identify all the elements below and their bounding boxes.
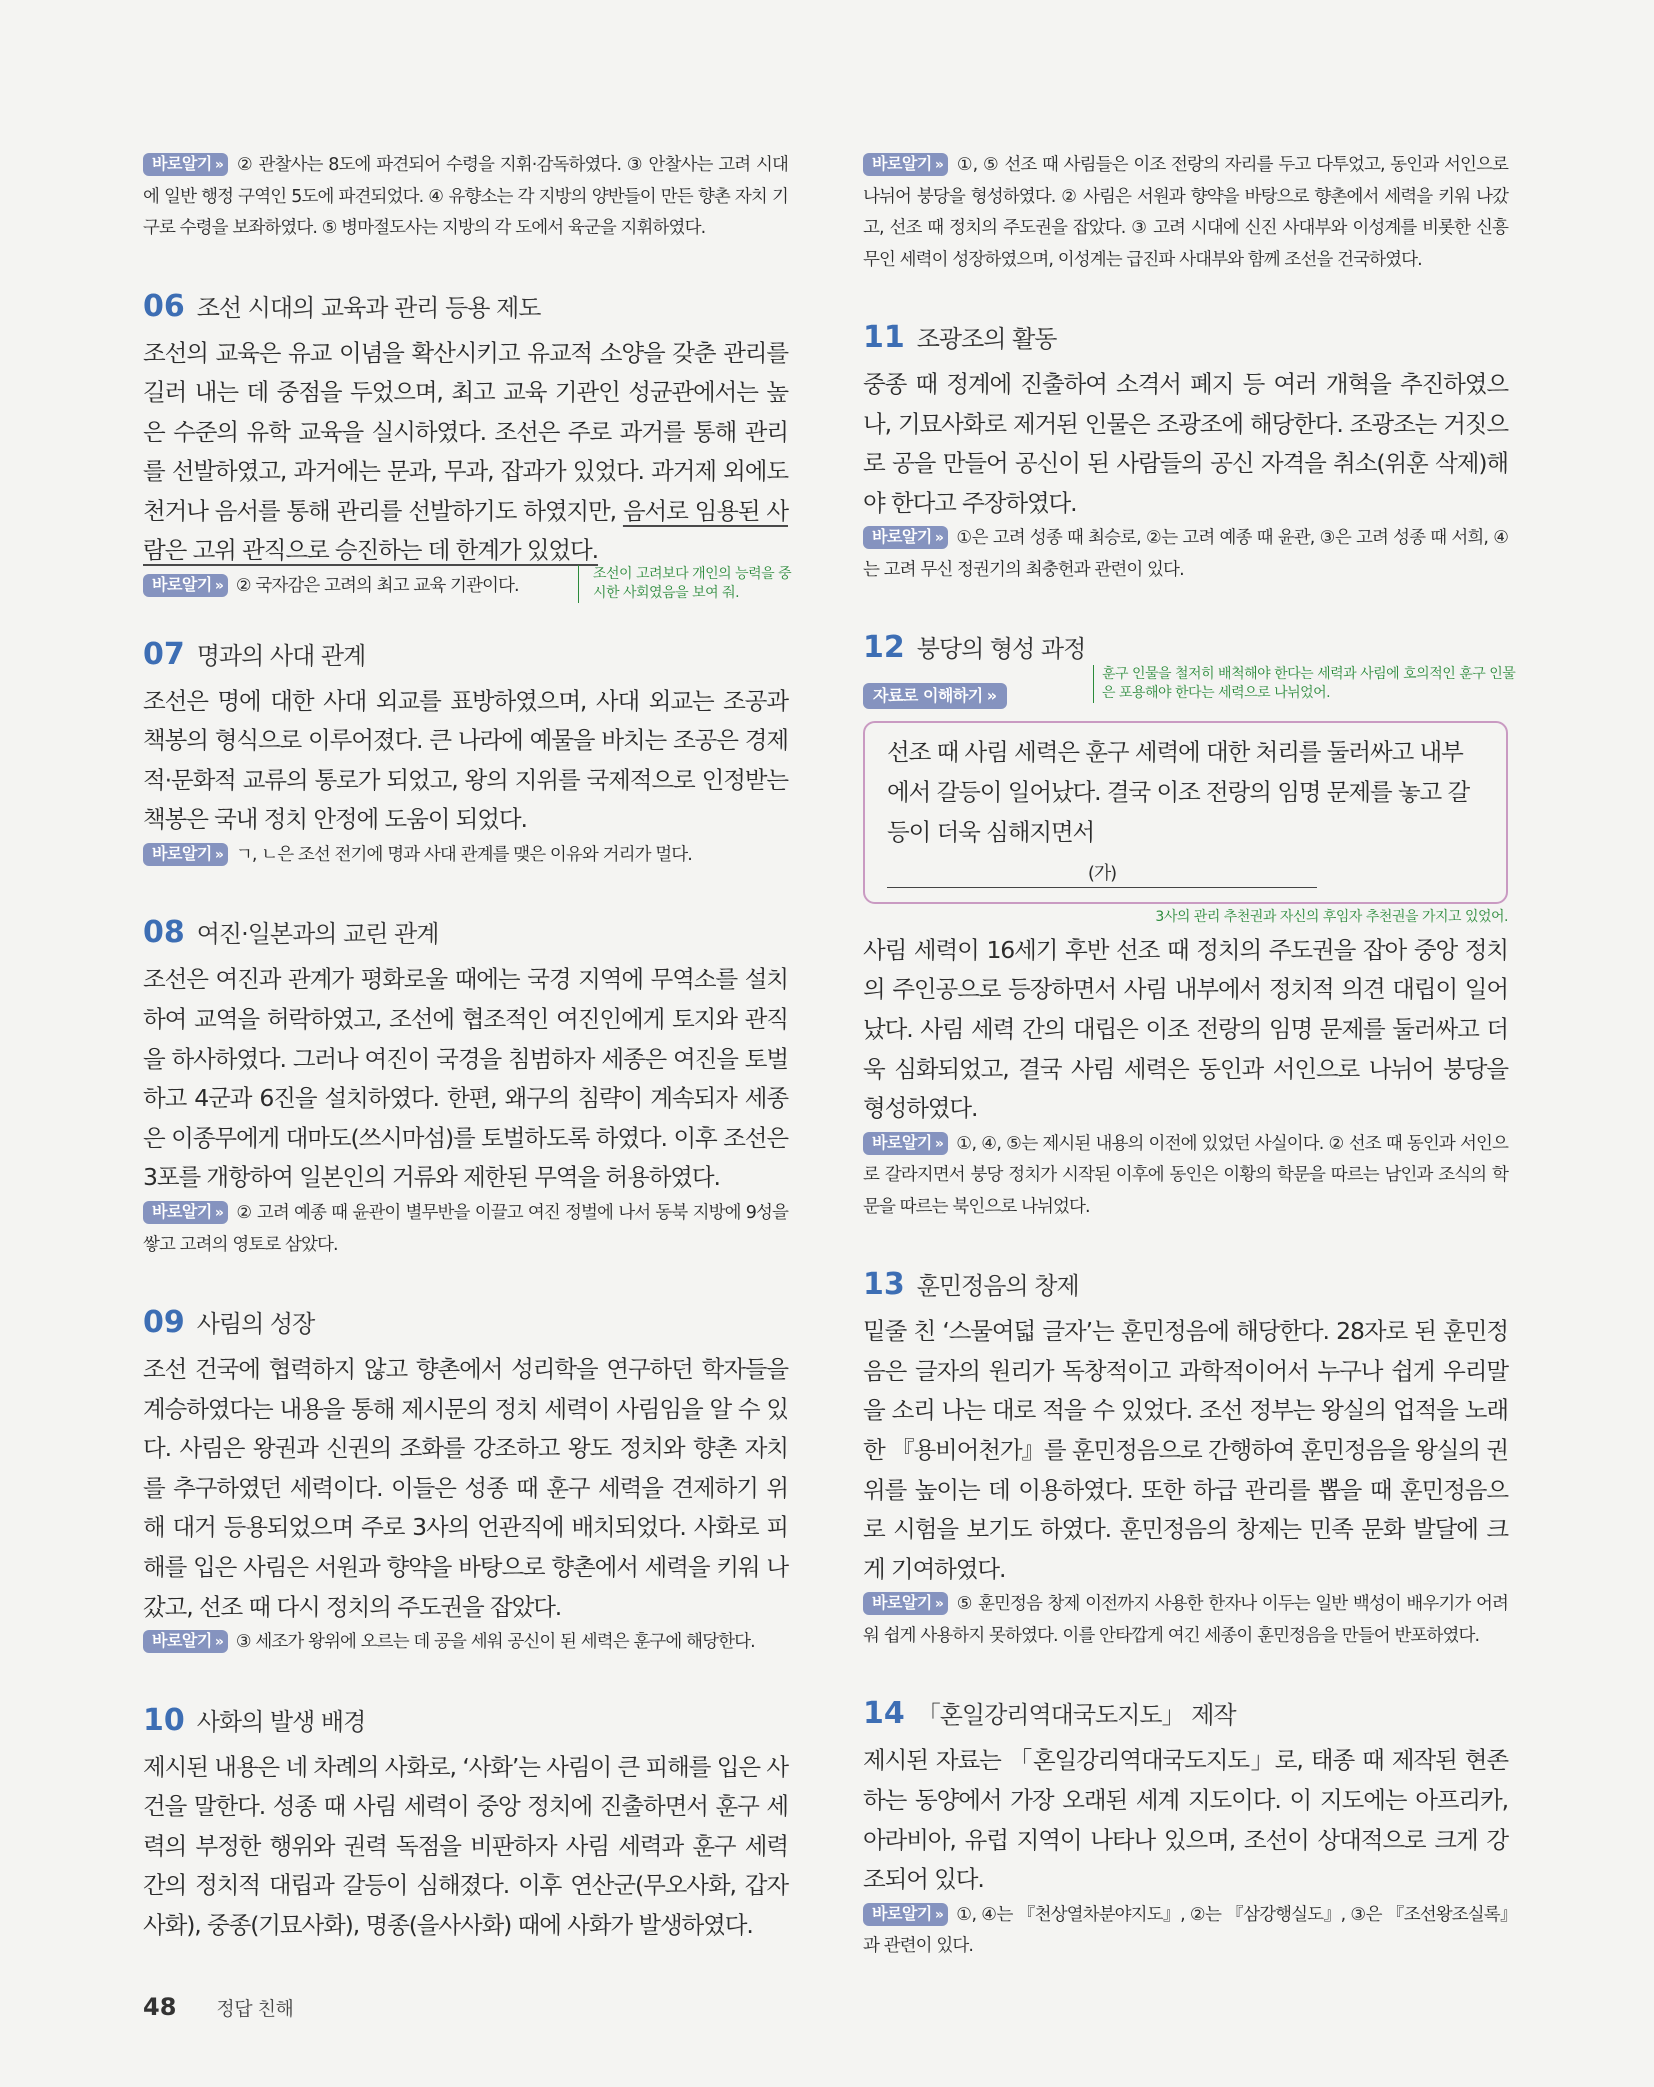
answer-tag: 바로알기 »	[143, 574, 228, 597]
section-12	[863, 628, 1516, 1223]
answer-note: 바로알기 » ①은 고려 성종 때 최승로, ②는 고려 예종 때 윤관, ③은 고려 성종 때 서희, ④는 고려 무신 정권기의 최충헌과 관련이 있다.	[863, 527, 1508, 580]
answer-note: 바로알기 » ①, ④, ⑤는 제시된 내용의 이전에 있었던 사실이다. ② 선조 때 동인과 서인으로 갈라지면서 붕당 정치가 시작된 이후에 동인은 이황의 학문을 따르는 남인과 조식의 학문을 따르는 북인으로 나뉘었다.	[863, 1132, 1508, 1217]
section-title: 사화의 발생 배경	[196, 1707, 366, 1736]
answer-tag: 바로알기 »	[143, 153, 228, 176]
section-number: 11	[863, 320, 905, 355]
section-number: 12	[863, 630, 905, 666]
page-footer	[143, 1993, 293, 2021]
section-09	[143, 1303, 788, 1659]
answer-tag: 바로알기 »	[863, 153, 948, 176]
section-body: 조선 건국에 협력하지 않고 향촌에서 성리학을 연구하던 학자들을 계승하였다는 내용을 통해 제시문의 정치 세력이 사림임을 알 수 있다. 사림은 왕권과 신권의 조화를 강조하고 왕도 정치와 향촌 자치를 추구하였던 세력이다. 이들은 성종 때 훈구 세력을 견제하기 위해 대거 등용되었으며 주로 3사의 언관직에 배치되었다. 사화로 피해를 입은 사림은 서원과 향약을 바탕으로 향촌에서 세력을 키워 나갔고, 선조 때 다시 정치의 주도권을 잡았다.	[143, 1355, 788, 1621]
right-column	[863, 150, 1516, 1963]
note-top-left: 바로알기 » ② 관찰사는 8도에 파견되어 수령을 지휘·감독하였다. ③ 안찰사는 고려 시대에 일반 행정 구역인 5도에 파견되었다. ④ 유향소는 각 지방의 양반들이 만든 향촌 자치 기구로 수령을 보좌하였다. ⑤ 병마절도사는 지방의 각 도에서 육군을 지휘하였다.	[143, 154, 788, 238]
answer-tag: 바로알기 »	[143, 1201, 228, 1224]
section-10	[143, 1701, 788, 1946]
section-body: 중종 때 정계에 진출하여 소격서 폐지 등 여러 개혁을 추진하였으나, 기묘사화로 제거된 인물은 조광조에 해당한다. 조광조는 거짓으로 공을 만들어 공신이 된 사람들의 공신 자격을 취소(위훈 삭제)해야 한다고 주장하였다.	[863, 370, 1508, 517]
section-number: 10	[143, 1702, 185, 1738]
section-title: 조광조의 활동	[916, 325, 1057, 353]
section-body: 사림 세력이 16세기 후반 선조 때 정치의 주도권을 잡아 중앙 정치의 주인공으로 등장하면서 사림 내부에서 정치적 의견 대립이 일어났다. 사림 세력 간의 대립은 이조 전랑의 임명 문제를 둘러싸고 더욱 심화되었고, 결국 사림 세력은 동인과 서인으로 나뉘어 붕당을 형성하였다.	[863, 935, 1508, 1123]
left-column	[143, 150, 792, 1946]
note-row: 바로알기 » ② 국자감은 고려의 최고 교육 기관이다. 조선이 고려보다 개인의 능력을 중시한 사회였음을 보여 줘.	[143, 571, 788, 603]
section-number: 13	[863, 1267, 905, 1303]
answer-tag: 바로알기 »	[863, 1132, 948, 1155]
section-body: 조선의 교육은 유교 이념을 확산시키고 유교적 소양을 갖춘 관리를 길러 내는 데 중점을 두었으며, 최고 교육 기관인 성균관에서는 높은 수준의 유학 교육을 실시하였다. 조선은 주로 과거를 통해 관리를 선발하였고, 과거에는 문과, 무과, 잡과가 있었다. 과거제 외에도 천거나 음서를 통해 관리를 선발하기도 하였지만, 음서로 임용된 사람은 고위 관직으로 승진하는 데 한계가 있었다.	[143, 338, 788, 565]
section-title: 「혼일강리역대국도지도」 제작	[916, 1701, 1236, 1730]
section-title: 사림의 성장	[196, 1310, 315, 1338]
section-heading	[143, 287, 788, 328]
section-number: 14	[863, 1696, 905, 1732]
section-number: 08	[143, 915, 185, 951]
material-header	[863, 666, 1516, 715]
answer-tag: 바로알기 »	[143, 1630, 228, 1653]
section-13	[863, 1265, 1508, 1652]
section-number: 07	[143, 636, 185, 672]
section-body: 제시된 내용은 네 차례의 사화로, ‘사화’는 사림이 큰 피해를 입은 사건을 말한다. 성종 때 사림 세력이 중앙 정치에 진출하면서 훈구 세력의 부정한 행위와 권력 독점을 비판하자 사림 세력과 훈구 세력 간의 정치적 대립과 갈등이 심해졌다. 이후 연산군(무오사화, 갑자사화), 중종(기묘사화), 명종(을사사화) 때에 사화가 발생하였다.	[143, 1752, 788, 1940]
section-title: 조선 시대의 교육과 관리 등용 제도	[196, 293, 541, 322]
section-14	[863, 1694, 1508, 1962]
section-number: 09	[143, 1305, 185, 1340]
section-07	[143, 635, 788, 872]
annotation-bottom: 3사의 관리 추천권과 자신의 후임자 추천권을 가지고 있었어.	[1155, 908, 1508, 925]
answer-note: 바로알기 » ② 고려 예종 때 윤관이 별무반을 이끌고 여진 정벌에 나서 동북 지방에 9성을 쌓고 고려의 영토로 삼았다.	[143, 1202, 788, 1255]
answer-note: 바로알기 » ㄱ, ㄴ은 조선 전기에 명과 사대 관계를 맺은 이유와 거리가 멀다.	[143, 840, 788, 872]
page-number: 48	[143, 1993, 177, 2021]
material-box: 선조 때 사림 세력은 훈구 세력에 대한 처리를 둘러싸고 내부에서 갈등이 일어났다. 결국 이조 전랑의 임명 문제를 놓고 갈등이 더욱 심해지면서 (가)	[863, 721, 1508, 903]
section-body: 제시된 자료는 「혼일강리역대국도지도」로, 태종 때 제작된 현존하는 동양에서 가장 오래된 세계 지도이다. 이 지도에는 아프리카, 아라비아, 유럽 지역이 나타나 있으며, 조선이 상대적으로 크게 강조되어 있다.	[863, 1746, 1508, 1894]
section-08	[143, 913, 788, 1261]
section-06	[143, 287, 792, 603]
material-tag: 자료로 이해하기 »	[863, 683, 1007, 709]
answer-note: 바로알기 » ⑤ 훈민정음 창제 이전까지 사용한 한자나 이두는 일반 백성이 배우기가 어려워 쉽게 사용하지 못하였다. 이를 안타깝게 여긴 세종이 훈민정음을 만들어 반포하였다.	[863, 1593, 1508, 1646]
annotation-top: 훈구 인물을 철저히 배척해야 한다는 세력과 사림에 호의적인 훈구 인물은 포용해야 한다는 세력으로 나뉘었어.	[1093, 665, 1517, 703]
answer-tag: 바로알기 »	[863, 526, 948, 549]
section-number: 06	[143, 288, 185, 324]
note-top-right: 바로알기 » ①, ⑤ 선조 때 사림들은 이조 전랑의 자리를 두고 다투었고, 동인과 서인으로 나뉘어 붕당을 형성하였다. ② 사림은 서원과 향약을 바탕으로 향촌에서 세력을 키워 나갔고, 선조 때 정치의 주도권을 잡았다. ③ 고려 시대에 신진 사대부와 이성계를 비롯한 신흥 무인 세력이 성장하였으며, 이성계는 급진파 사대부와 함께 조선을 건국하였다.	[863, 154, 1508, 270]
answer-tag: 바로알기 »	[863, 1903, 948, 1926]
section-body: 조선은 명에 대한 사대 외교를 표방하였으며, 사대 외교는 조공과 책봉의 형식으로 이루어졌다. 큰 나라에 예물을 바치는 조공은 경제적·문화적 교류의 통로가 되었고, 왕의 지위를 국제적으로 인정받는 책봉은 국내 정치 안정에 도움이 되었다.	[143, 686, 788, 834]
blank-ga: (가)	[887, 861, 1317, 888]
underlined-text: 음서로 임용된 사람은 고위 관직으로 승진하는 데 한계가 있었다.	[143, 496, 788, 565]
footer-label: 정답 친해	[216, 1998, 294, 2020]
section-body: 조선은 여진과 관계가 평화로울 때에는 국경 지역에 무역소를 설치하여 교역을 허락하였고, 조선에 협조적인 여진인에게 토지와 관직을 하사하였다. 그러나 여진이 국경을 침범하자 세종은 여진을 토벌하고 4군과 6진을 설치하였다. 한편, 왜구의 침략이 계속되자 세종은 이종무에게 대마도(쓰시마섬)를 토벌하도록 하였다. 이후 조선은 3포를 개항하여 일본인의 거류와 제한된 무역을 허용하였다.	[143, 965, 788, 1192]
answer-note: 바로알기 » ③ 세조가 왕위에 오르는 데 공을 세워 공신이 된 세력은 훈구에 해당한다.	[143, 1627, 788, 1659]
answer-tag: 바로알기 »	[143, 843, 228, 866]
margin-annotation: 조선이 고려보다 개인의 능력을 중시한 사회였음을 보여 줘.	[578, 565, 793, 603]
answer-tag: 바로알기 »	[863, 1592, 948, 1615]
section-11	[863, 318, 1508, 586]
section-body: 밑줄 친 ‘스물여덟 글자’는 훈민정음에 해당한다. 28자로 된 훈민정음은 글자의 원리가 독창적이고 과학적이어서 누구나 쉽게 우리말을 소리 나는 대로 적을 수 있었다. 조선 정부는 왕실의 업적을 노래한 『용비어천가』를 훈민정음으로 간행하여 훈민정음을 왕실의 권위를 높이는 데 이용하였다. 또한 하급 관리를 뽑을 때 훈민정음으로 시험을 보기도 하였다. 훈민정음의 창제는 민족 문화 발달에 크게 기여하였다.	[863, 1317, 1508, 1583]
section-title: 여진·일본과의 교린 관계	[196, 920, 439, 949]
section-title: 붕당의 형성 과정	[916, 635, 1086, 664]
answer-note: 바로알기 » ①, ④는 『천상열차분야지도』, ②는 『삼강행실도』, ③은 『조선왕조실록』과 관련이 있다.	[863, 1903, 1508, 1957]
section-title: 훈민정음의 창제	[916, 1272, 1079, 1301]
section-title: 명과의 사대 관계	[196, 641, 366, 670]
